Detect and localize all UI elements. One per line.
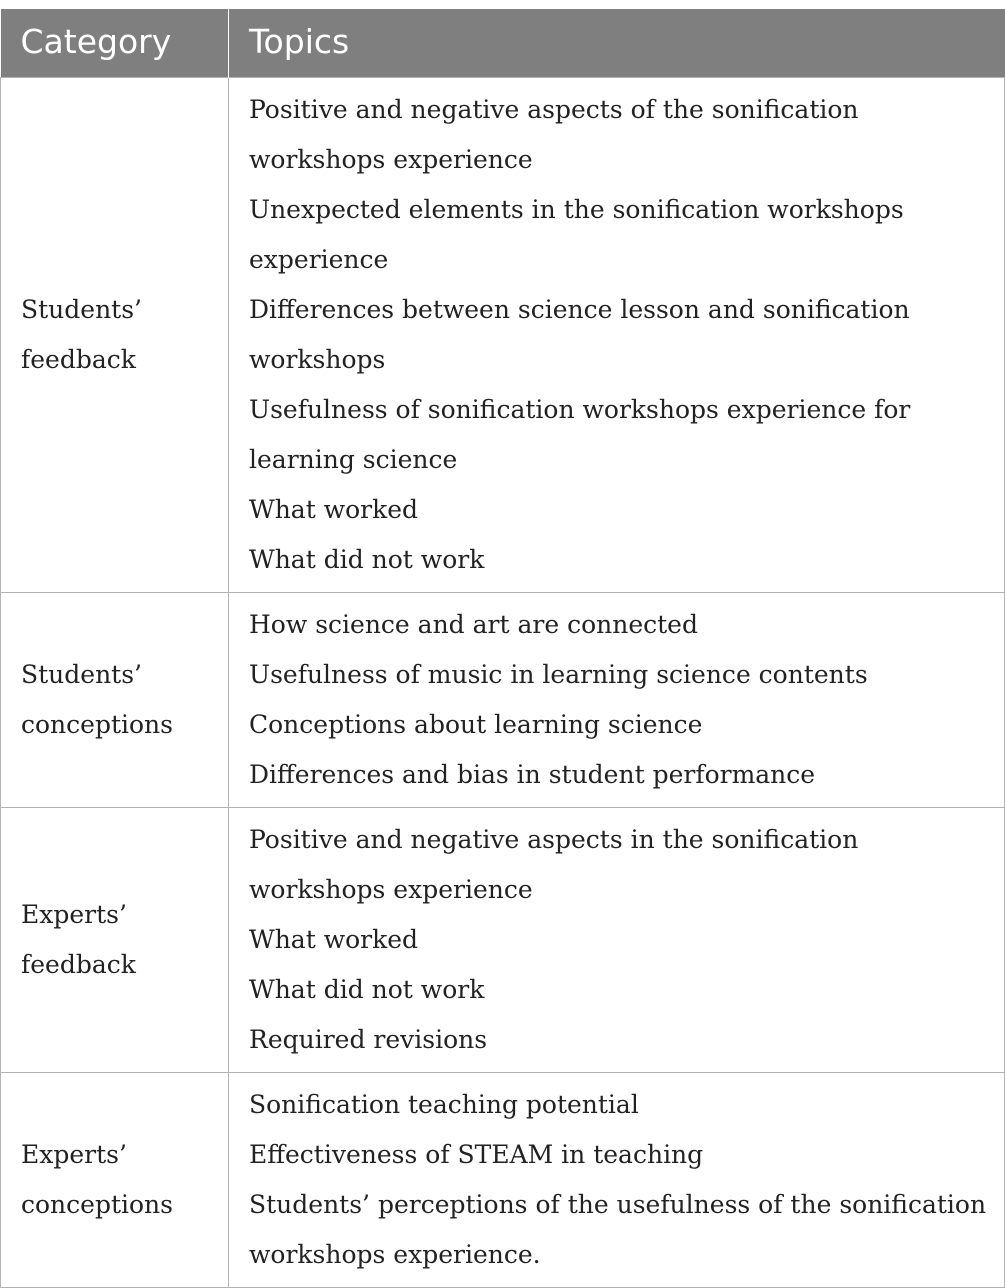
category-label: Students’ [21,659,142,689]
topic-item: What did not work [249,974,485,1004]
category-label: Students’ [21,294,142,324]
topic-item: Required revisions [249,1024,488,1054]
header-topics: Topics [229,9,1005,77]
category-label: Experts’ [21,1139,127,1169]
topic-item: What worked [249,924,419,954]
header-row [1,9,1005,77]
topic-item: Effectiveness of STEAM in teaching [249,1139,704,1169]
header-category: Category [1,9,229,77]
category-label: conceptions [21,709,173,739]
topic-item: Differences between science lesson and sonification workshops [249,294,910,374]
topic-item: What did not work [249,544,485,574]
topics-cell [229,77,1005,592]
category-label: feedback [21,344,136,374]
category-cell [1,77,229,592]
topic-item: Positive and negative aspects of the sonification workshops experience [249,94,859,174]
category-label: conceptions [21,1189,173,1219]
category-cell [1,807,229,1072]
topic-item: What worked [249,494,419,524]
table-row [1,77,1005,592]
topics-cell [229,1072,1005,1287]
topic-item: Sonification teaching potential [249,1089,639,1119]
topic-item: Unexpected elements in the sonification workshops experience [249,194,904,274]
category-label: feedback [21,949,136,979]
category-cell [1,592,229,807]
table-row [1,592,1005,807]
table-row [1,807,1005,1072]
topic-item: Usefulness of music in learning science contents [249,659,868,689]
topic-item: How science and art are connected [249,609,698,639]
category-topics-table [0,9,1005,1288]
topic-item: Usefulness of sonification workshops experience for learning science [249,394,911,474]
topic-item: Differences and bias in student performance [249,759,816,789]
topics-cell [229,592,1005,807]
topic-item: Conceptions about learning science [249,709,703,739]
topic-item: Students’ perceptions of the usefulness of the sonification workshops experience. [249,1189,987,1269]
table-header [1,9,1005,77]
category-cell [1,1072,229,1287]
table-body [1,77,1005,1287]
table-row [1,1072,1005,1287]
topics-cell [229,807,1005,1072]
topic-item: Positive and negative aspects in the sonification workshops experience [249,824,859,904]
category-label: Experts’ [21,899,127,929]
